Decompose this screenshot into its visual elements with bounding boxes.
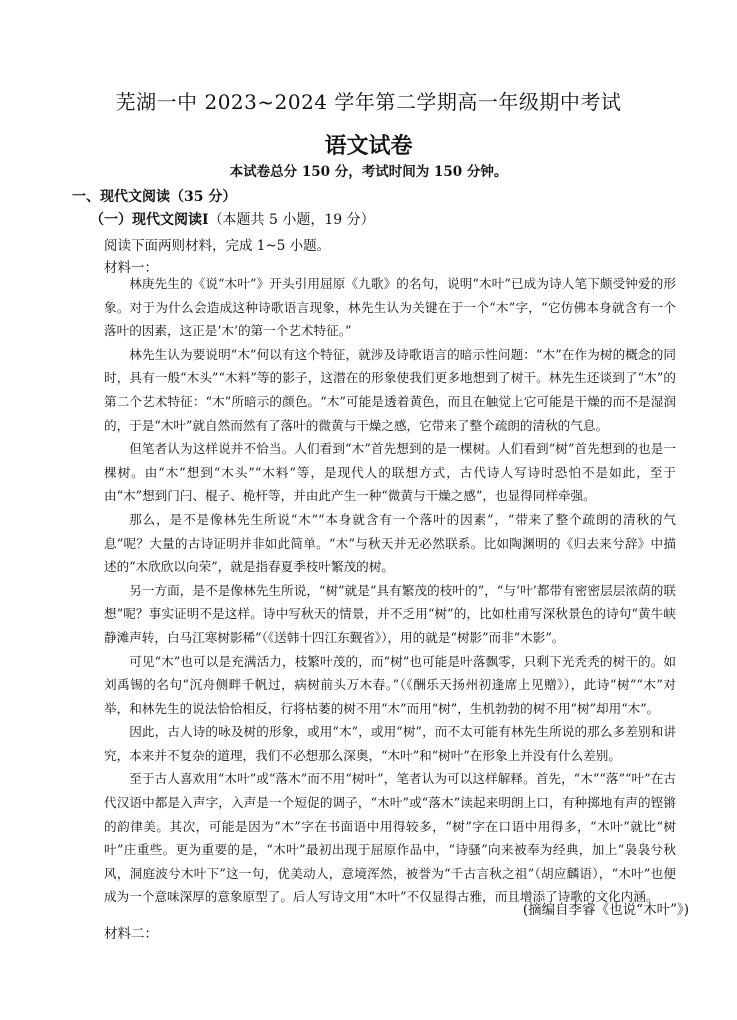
material1-label: 材料一： xyxy=(104,260,158,276)
paper-subtitle: 语文试卷 xyxy=(324,133,413,159)
paragraph: 那么，是不是像林先生所说“木”“本身就含有一个落叶的因素”，“带来了整个疏朗的清秋的气息”呢？大量的古诗证明并非如此简单。“木”与秋天并无必然联系。比如陶渊明的《归去来兮辞》中描述的“木欣欣以向荣”，就是指春夏季枝叶繁茂的树。 xyxy=(104,511,676,575)
section-heading-1: 一、现代文阅读（35 分） xyxy=(72,189,237,205)
section-heading-2-rest: （本题共 5 小题，19 分） xyxy=(208,212,375,228)
section-heading-2 xyxy=(90,209,375,229)
paragraph: 但笔者认为这样说并不恰当。人们看到“木”首先想到的是一棵树。人们看到“树”首先想到的也是一棵树。由“木”想到“木头”“木料”等，是现代人的联想方式，古代诗人写诗时恐怕不是如此，至于由“木”想到门闩、棍子、桅杆等，并由此产生一种“微黄与干燥之感”，也显得同样牵强。 xyxy=(104,441,676,504)
paragraph: 可见“木”也可以是充满活力，枝繁叶茂的，而“树”也可能是叶落飘零，只剩下光秃秃的树干的。如刘禹锡的名句“沉舟侧畔千帆过，病树前头万木春。”（《酬乐天扬州初逢席上见赠》），此诗“树”“木”对举，和林先生的说法恰恰相反，行将枯萎的树不用“木”而用“树”，生机勃勃的树不用“树”却用“木”。 xyxy=(104,653,676,716)
material2-label: 材料二： xyxy=(104,926,158,942)
paragraph: 另一方面，是不是像林先生所说，“树”就是“具有繁茂的枝叶的”，“与‘叶’都带有密密层层浓荫的联想”呢？事实证明不是这样。诗中写秋天的情景，并不乏用“树”的，比如杜甫写深秋景色的诗句“黄牛峡静滩声转，白马江寒树影稀”（《送韩十四江东觐省》），用的就是“树影”而非“木影”。 xyxy=(104,582,676,645)
section-heading-2-bold: （一）现代文阅读Ⅰ xyxy=(90,212,209,228)
exam-note: 本试卷总分 150 分，考试时间为 150 分钟。 xyxy=(229,164,508,180)
paragraph: 至于古人喜欢用“木叶”或“落木”而不用“树叶”，笔者认为可以这样解释。首先，“木”“落”“叶”在古代汉语中都是入声字，入声是一个短促的调子，“木叶”或“落木”读起来明朗上口，有种掷地有声的铿锵的韵律美。其次，可能是因为“木”字在书面语中用得较多，“树”字在口语中用得多，“木叶”就比“树叶”庄重些。更为重要的是，“木叶”最初出现于屈原作品中，“诗骚”向来被奉为经典，加上“袅袅兮秋风，洞庭波兮木叶下”这一句，优美动人，意境浑然，被誉为“千古言秋之祖”（胡应麟语），“木叶”也便成为一个意味深厚的意象原型了。后人写诗文用“木叶”不仅显得古雅，而且增添了诗歌的文化内涵。 xyxy=(104,771,676,905)
instruction: 阅读下面两则材料，完成 1~5 小题。 xyxy=(104,238,331,254)
paragraph: 林先生认为要说明“木”何以有这个特征，就涉及诗歌语言的暗示性问题：“木”在作为树的概念的同时，具有一般“木头”“木料”等的影子，这潜在的形象使我们更多地想到了树干。林先生还谈到了“木”的第二个艺术特征：“木”所暗示的颜色。“木”可能是透着黄色，而且在触觉上它可能是干燥的而不是湿润的，于是“木叶”就自然而然有了落叶的微黄与干燥之感，它带来了整个疏朗的清秋的气息。 xyxy=(104,346,676,433)
article-body xyxy=(104,272,676,909)
exam-title: 芜湖一中 2023~2024 学年第二学期高一年级期中考试 xyxy=(115,90,622,114)
paragraph: 因此，古人诗的咏及树的形象，或用“木”，或用“树”，而不太可能有林先生所说的那么多差别和讲究，本来并不复杂的道理，我们不必想那么深奥，“木叶”和“树叶”在形象上并没有什么差别。 xyxy=(104,724,676,763)
source-citation: (摘编自李睿《也说“木叶”》) xyxy=(522,902,689,918)
paragraph: 林庚先生的《说“木叶”》开头引用屈原《九歌》的名句，说明“木叶”已成为诗人笔下颇受钟爱的形象。对于为什么会造成这种诗歌语言现象，林先生认为关键在于一个“木”字，“它仿佛本身就含有一个落叶的因素，这正是‘木’的第一个艺术特征。” xyxy=(104,276,676,339)
